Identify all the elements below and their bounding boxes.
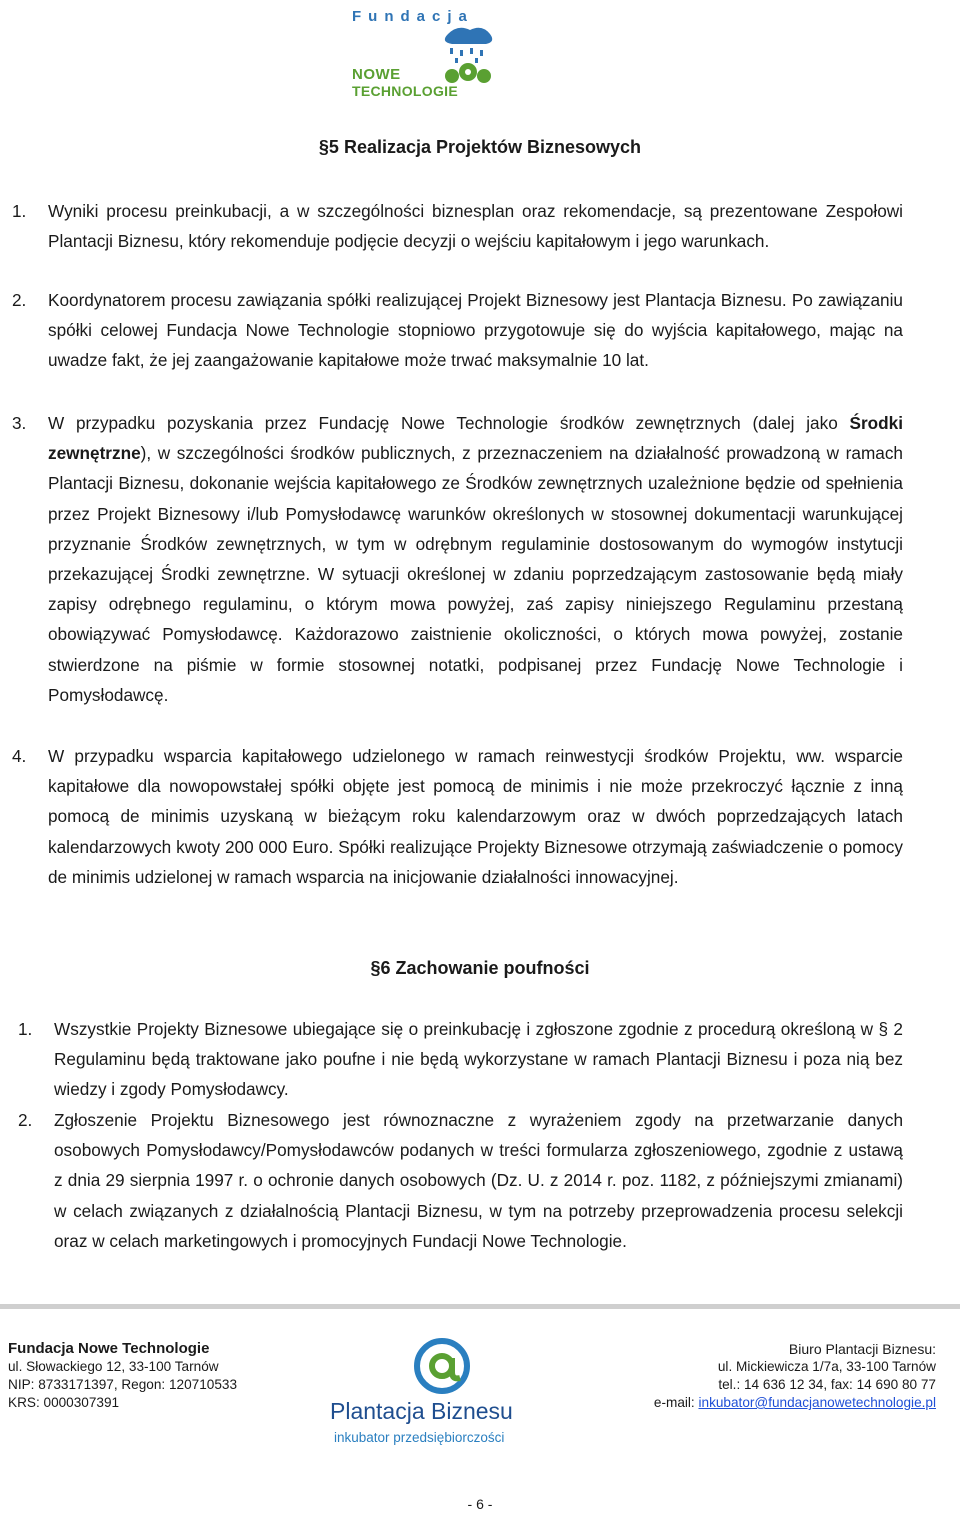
footer-foundation-info [8, 1340, 237, 1412]
item-number: 1. [18, 1019, 33, 1039]
plantacja-name: Plantacja Biznesu [330, 1398, 513, 1424]
item-text: Wyniki procesu preinkubacji, a w szczególności biznesplan oraz rekomendacje, są prezentowane Zespołowi Plantacji Biznesu, który rekomenduje podjęcie decyzji o wejściu kapitałowym i jego warunkach. [48, 201, 903, 252]
footer-divider [0, 1304, 960, 1309]
defined-term: Środki zewnętrzne [48, 413, 903, 464]
item-text: Wszystkie Projekty Biznesowe ubiegające się o preinkubację i zgłoszone zgodnie z procedurą określoną w § 2 Regulaminu będą traktowane jako poufne i nie będą wykorzystane w ramach Plantacji Biznesu i poza nią bez wiedzy i zgody Pomysłodawcy. [54, 1019, 903, 1100]
item-text-b: ), w szczególności środków publicznych, z przeznaczeniem na działalność prowadzoną w ramach Plantacji Biznesu, dokonanie wejścia kapitałowego ze Środków zewnętrznych uzależnione będzie od spełnienia przez Projekt Biznesowy i/lub Pomysłodawcę warunków określonych w stosownej dokumentacji warunkującej przyznanie Środków zewnętrznych, w tym w odrębnym regulaminie dostosowanym do wymogów instytucji przekazującej Środki zewnętrzne. W sytuacji określonej w zdaniu poprzedzającym zastosowanie będą miały zapisy odrębnego regulaminu, o którym mowa powyżej, zaś zapisy niniejszego Regulaminu przestaną obowiązywać Pomysłodawcę. Każdorazowo zaistnienie okoliczności, o których mowa powyżej, zostanie stwierdzone na piśmie w formie stosownej notatki, podpisanej przez Fundację Nowe Technologie i Pomysłodawcę. [48, 443, 903, 705]
item-number: 4. [12, 746, 27, 766]
logo-brand-technologie: TECHNOLOGIE [352, 83, 458, 99]
item-number: 1. [12, 201, 27, 221]
fundacja-nowe-technologie-logo [338, 0, 488, 108]
item-text-a: W przypadku pozyskania przez Fundację Nowe Technologie środków zewnętrznych (dalej jako [48, 413, 850, 433]
foundation-address: ul. Słowackiego 12, 33-100 Tarnów [8, 1359, 219, 1374]
email-link[interactable]: inkubator@fundacjanowetechnologie.pl [698, 1395, 936, 1410]
foundation-krs: KRS: 0000307391 [8, 1395, 120, 1410]
logo-brand-nowe: NOWE [352, 66, 401, 83]
plantacja-subtitle: inkubator przedsiębiorczości [334, 1430, 505, 1445]
item-number: 3. [12, 413, 27, 433]
logo-brand-fundacja: Fundacja [352, 8, 474, 25]
email-label: e-mail: [653, 1395, 699, 1410]
item-text: W przypadku wsparcia kapitałowego udzielonego w ramach reinwestycji środków Projektu, ww. wsparcie kapitałowe dla nowopowstałej spółki objęte jest pomocą de minimis i nie może przekroczyć łącznie z inną pomocą de minimis uzyskaną w bieżącym roku kalendarzowym oraz w dwóch poprzedzających latach kalendarzowych kwoty 200 000 Euro. Spółki realizujące Projekty Biznesowe otrzymają zaświadczenie o pomocy de minimis udzielonej w ramach wsparcia na inicjowanie działalności innowacyjnej. [48, 746, 903, 887]
section-6-item-1 [18, 1014, 903, 1105]
item-number: 2. [12, 290, 27, 310]
section-6-item-2 [18, 1105, 903, 1256]
section-5-item-2 [12, 285, 903, 376]
foundation-ids: NIP: 8733171397, Regon: 120710533 [8, 1377, 238, 1392]
office-phone: tel.: 14 636 12 34, fax: 14 690 80 77 [718, 1377, 936, 1392]
section-5-item-1 [12, 196, 903, 256]
foundation-name: Fundacja Nowe Technologie [8, 1340, 210, 1357]
section-5-title: §5 Realizacja Projektów Biznesowych [318, 137, 642, 157]
plantacja-biznesu-logo [330, 1338, 540, 1448]
office-email-line [654, 1394, 936, 1412]
page-number: - 6 - [467, 1496, 493, 1512]
section-6-title: §6 Zachowanie poufności [370, 958, 590, 978]
footer-office-info [654, 1340, 936, 1412]
rain-gears-icon [438, 20, 498, 90]
item-number: 2. [18, 1110, 33, 1130]
item-text: Koordynatorem procesu zawiązania spółki realizującej Projekt Biznesowy jest Plantacja Biznesu. Po zawiązaniu spółki celowej Fundacja Nowe Technologie stopniowo przygotowuje się do wyjścia kapitałowego, mając na uwadze fakt, że jej zaangażowanie kapitałowe może trwać maksymalnie 10 lat. [48, 290, 903, 371]
at-sign-icon [414, 1338, 470, 1394]
office-title: Biuro Plantacji Biznesu: [788, 1341, 936, 1357]
item-text: Zgłoszenie Projektu Biznesowego jest równoznaczne z wyrażeniem zgody na przetwarzanie danych osobowych Pomysłodawcy/Pomysłodawców podanych w treści formularza zgłoszeniowego, zgodnie z ustawą z dnia 29 sierpnia 1997 r. o ochronie danych osobowych (Dz. U. z 2014 r. poz. 1182, z późniejszymi zmianami) w celach związanych z działalnością Plantacji Biznesu, w tym na potrzeby przeprowadzenia procesu selekcji oraz w celach marketingowych i promocyjnych Fundacji Nowe Technologie. [54, 1110, 903, 1251]
section-5-item-3 [12, 408, 903, 710]
office-address: ul. Mickiewicza 1/7a, 33-100 Tarnów [717, 1359, 936, 1374]
section-5-item-4 [12, 741, 903, 892]
